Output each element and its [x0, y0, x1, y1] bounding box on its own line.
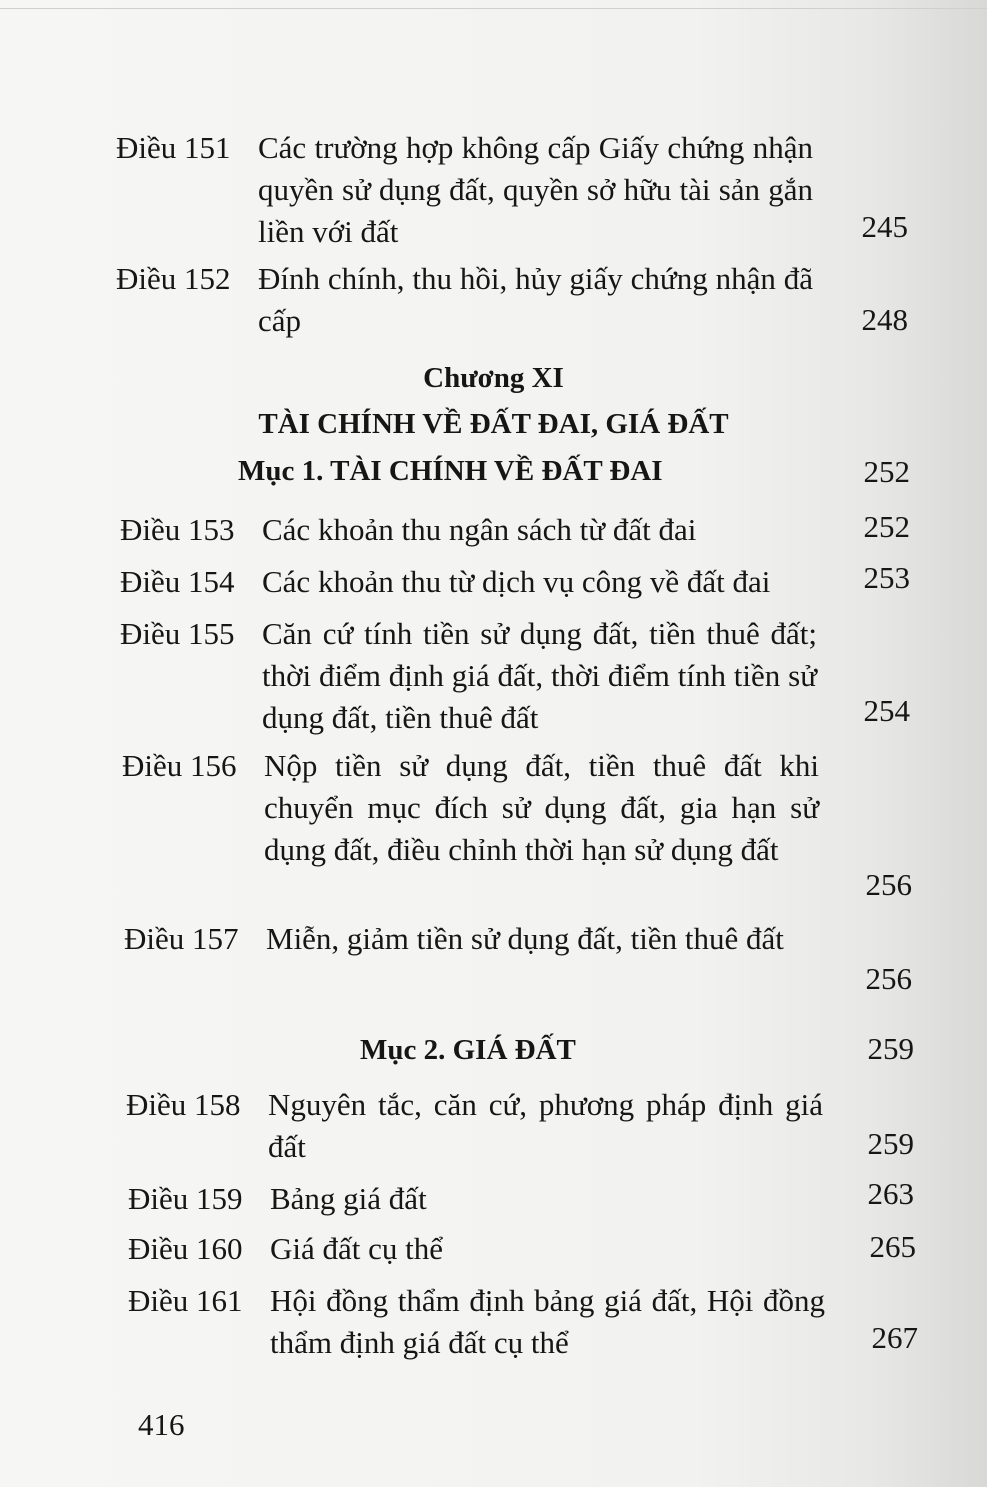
section-title: Mục 1. TÀI CHÍNH VỀ ĐẤT ĐAI: [238, 455, 663, 487]
section-title: Mục 2. GIÁ ĐẤT: [360, 1034, 576, 1066]
toc-entry-page: 265: [869, 1229, 916, 1264]
toc-entry-article: Điều 154: [120, 564, 235, 599]
toc-entry-page: 245: [861, 209, 908, 244]
toc-entry-article: Điều 157: [124, 921, 239, 956]
toc-entry-article: Điều 161: [128, 1283, 243, 1318]
toc-entry-page: 256: [865, 961, 912, 996]
chapter-label: Chương XI: [423, 362, 564, 394]
section-page: 259: [867, 1031, 914, 1066]
toc-entry-title: Các trường hợp không cấp Giấy chứng nhận quyền sử dụng đất, quyền sở hữu tài sản gắn liền với đất: [258, 130, 813, 249]
toc-entry-article: Điều 159: [128, 1181, 243, 1216]
toc-entry-title: Miễn, giảm tiền sử dụng đất, tiền thuê đất: [266, 921, 784, 956]
toc-entry-article: Điều 152: [116, 261, 231, 296]
toc-entry-article: Điều 158: [126, 1087, 241, 1122]
page-top-edge: [0, 8, 987, 9]
toc-entry-article: Điều 155: [120, 616, 235, 651]
toc-entry-page: 259: [867, 1126, 914, 1161]
toc-entry-article: Điều 153: [120, 512, 235, 547]
toc-entry-title: Các khoản thu ngân sách từ đất đai: [262, 512, 697, 547]
toc-entry-title: Đính chính, thu hồi, hủy giấy chứng nhận đã cấp: [258, 261, 813, 338]
toc-entry-title: Nộp tiền sử dụng đất, tiền thuê đất khi chuyển mục đích sử dụng đất, gia hạn sử dụng đất, điều chỉnh thời hạn sử dụng đất: [264, 748, 819, 867]
toc-entry-page: 256: [865, 867, 912, 902]
toc-entry-page: 253: [863, 560, 910, 595]
toc-entry-article: Điều 160: [128, 1231, 243, 1266]
toc-entry-title: Hội đồng thẩm định bảng giá đất, Hội đồng thẩm định giá đất cụ thể: [270, 1283, 825, 1360]
toc-entry-page: 252: [863, 509, 910, 544]
toc-entry-title: Nguyên tắc, căn cứ, phương pháp định giá đất: [268, 1087, 823, 1164]
toc-entry-page: 263: [867, 1176, 914, 1211]
toc-entry-article: Điều 151: [116, 130, 231, 165]
toc-entry-title: Các khoản thu từ dịch vụ công về đất đai: [262, 564, 771, 599]
toc-entry-page: 254: [863, 693, 910, 728]
page-folio: 416: [138, 1407, 185, 1442]
toc-entry-title: Bảng giá đất: [270, 1181, 427, 1216]
toc-entry-article: Điều 156: [122, 748, 237, 783]
toc-entry-page: 248: [861, 302, 908, 337]
toc-entry-title: Căn cứ tính tiền sử dụng đất, tiền thuê đất; thời điểm định giá đất, thời điểm tính tiền sử dụng đất, tiền thuê đất: [262, 616, 817, 735]
toc-entry-title: Giá đất cụ thể: [270, 1231, 444, 1266]
section-page: 252: [863, 454, 910, 489]
toc-entry-page: 267: [871, 1320, 918, 1355]
chapter-title: TÀI CHÍNH VỀ ĐẤT ĐAI, GIÁ ĐẤT: [258, 408, 729, 440]
